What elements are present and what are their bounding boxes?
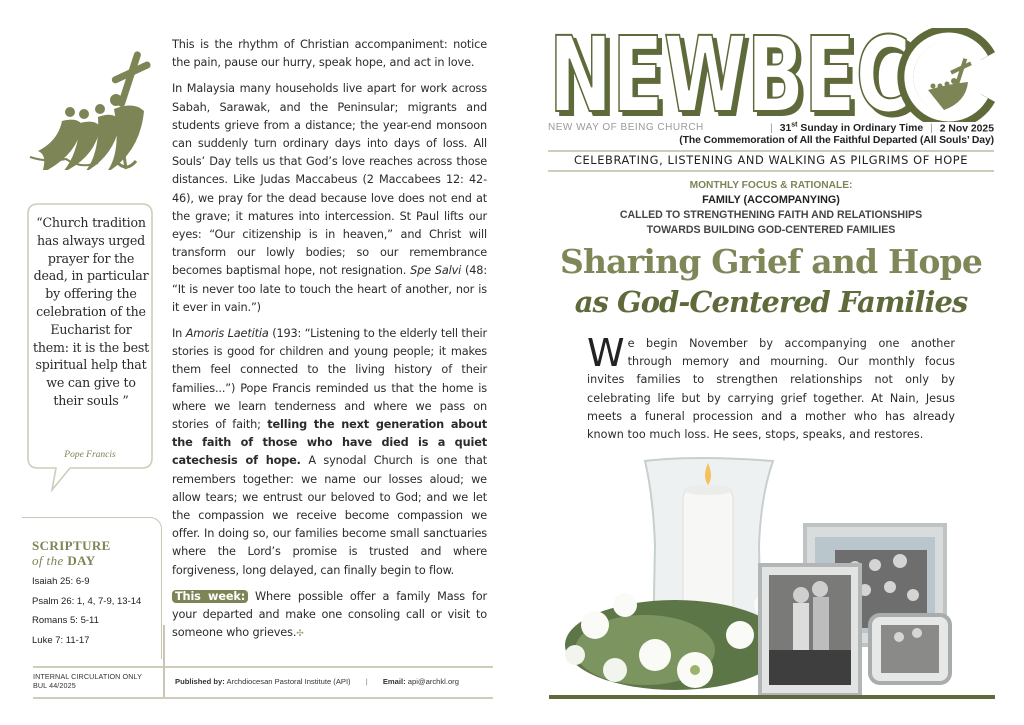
- tagline: NEW WAY OF BEING CHURCH: [548, 122, 704, 133]
- quote-callout: [26, 202, 154, 492]
- reading-item: Psalm 26: 1, 4, 7-9, 13-14: [32, 595, 142, 607]
- separator: |: [930, 123, 933, 135]
- scripture-of-the-day: [22, 517, 162, 659]
- footer-divider-top: [33, 666, 493, 668]
- email-link[interactable]: api@archkl.org: [407, 677, 459, 686]
- article-text: In: [172, 327, 183, 341]
- sunday-text: Sunday in Ordinary Time: [800, 123, 924, 135]
- focus-label: MONTHLY FOCUS & RATIONALE:: [689, 180, 853, 191]
- monthly-focus: [548, 178, 994, 238]
- c-emblem-icon: [905, 33, 988, 121]
- focus-family: FAMILY (ACCOMPANYING): [702, 194, 840, 206]
- intro-text: e begin November by accompanying one another through memory and mourning. Our monthly focus invites families to strengthen relationships not only by celebrating life but by carrying grief together. At Nain, Jesus meets a funeral procession and a mother who has already known too much loss. He sees, stops, speaks, and restores.: [587, 337, 955, 442]
- footer-divider-bottom: [33, 697, 493, 699]
- headline: Sharing Grief and Hope: [559, 242, 983, 281]
- scripture-title-of-the: of the: [32, 553, 64, 568]
- newbec-masthead-logo: [548, 28, 998, 122]
- quote-text: “Church tradition has always urged prayer for the dead, in particular by offering the celebration of the Eucharist for them: it is the best spiritual help that we can give to their souls ”: [32, 215, 150, 408]
- article-body: [172, 36, 487, 652]
- article-paragraph: This is the rhythm of Christian accompaniment: notice the pain, pause our hurry, speak hope, and act in love.: [172, 38, 487, 70]
- candle-flowers-photo-frames-image: [555, 455, 995, 705]
- boat-with-cross-logo-icon: [18, 45, 158, 170]
- article-paragraph: [172, 325, 487, 580]
- this-week-paragraph: [172, 588, 487, 644]
- document-title: Spe Salvi: [410, 264, 462, 278]
- end-mark-icon: ✣: [296, 629, 304, 640]
- publisher-info: [175, 677, 495, 686]
- scripture-title-line1: SCRIPTURE: [32, 538, 111, 553]
- commemoration: (The Commemoration of All the Faithful Departed (All Souls’ Day): [679, 135, 994, 146]
- reading-item: Luke 7: 11-17: [32, 634, 90, 646]
- photo-frame-children: [870, 615, 950, 683]
- divider: [548, 150, 994, 152]
- headline-subtitle: as God-Centered Families: [574, 285, 968, 319]
- scripture-readings: [32, 576, 141, 654]
- scripture-title-day: DAY: [67, 553, 96, 568]
- column-divider: [163, 625, 165, 698]
- intro-paragraph: [587, 331, 955, 444]
- footer-separator: |: [365, 677, 368, 686]
- issue-info-row: [740, 122, 994, 134]
- sunday-label: [780, 123, 923, 134]
- reading-item: Isaiah 25: 6-9: [32, 576, 90, 587]
- drop-cap: W: [587, 331, 625, 375]
- issue-date: 2 Nov 2025: [939, 123, 994, 135]
- article-paragraph: [172, 80, 487, 317]
- sunday-ordinal: st: [791, 122, 798, 129]
- separator: |: [770, 123, 773, 135]
- article-text: In Malaysia many households live apart for work across Sabah, Sarawak, and the Peninsular; migrants and students grieve from a distance; the year-end monsoon can suddenly turn ordinary days into days of loss. All Souls’ Day tells us that God’s love reaches across those distances. Like Judas Maccabeus (2 Maccabees 12: 42-46), we pray for the dead because love does not end at the grave; it matures into intercession. St Paul lifts our eyes: “Our citizenship is in heaven,” and Christ will transform our lowly bodies; so our remembrance becomes baptismal hope, not resignation.: [172, 82, 487, 278]
- article-text: (48: “It is never too late to touch the heart of another, nor is it ever in vain.”): [172, 264, 487, 314]
- circulation-text: INTERNAL CIRCULATION ONLY: [33, 672, 142, 681]
- circulation-note: [33, 672, 163, 690]
- sunday-number: 31: [779, 123, 792, 135]
- email-label: Email:: [382, 677, 406, 686]
- divider: [548, 170, 994, 172]
- focus-line: TOWARDS BUILDING GOD-CENTERED FAMILIES: [646, 224, 896, 236]
- article-text: (193: “Listening to the elderly tell their stories is good for children and young people; it makes them feel connected to the living history of their families...”) Pope Francis reminded us that the home is where we learn tenderness and where we pass on stories of faith;: [172, 327, 487, 432]
- published-label: Published by:: [175, 677, 225, 686]
- quote-author: Pope Francis: [64, 450, 116, 460]
- photo-frame-couple: [760, 565, 860, 695]
- published-value: Archdiocesan Pastoral Institute (API): [226, 677, 351, 686]
- article-emphasis: telling the next generation about the faith of those who have died is a quiet catechesis of hope.: [172, 418, 487, 468]
- focus-line: CALLED TO STRENGTHENING FAITH AND RELATIONSHIPS: [619, 209, 923, 221]
- document-title: Amoris Laetitia: [185, 327, 269, 341]
- this-week-badge: This week:: [172, 590, 248, 603]
- bulletin-number: BUL 44/2025: [33, 681, 76, 690]
- article-text: A synodal Church is one that remembers together: we name our losses aloud; we allow tears; we entrust our beloved to God; and we let the compassion we receive become compassion we offer. In doing so, our families become small sanctuaries where the Lord’s promise is trusted and where forgiveness, long delayed, can finally begin to flow.: [172, 454, 487, 577]
- reading-item: Romans 5: 5-11: [32, 615, 99, 626]
- this-week-text: Where possible offer a family Mass for your departed and make one consoling call or visit to someone who grieves.: [172, 589, 487, 640]
- scripture-title: [32, 538, 111, 568]
- masthead-title: NEWBEC: [549, 28, 911, 122]
- photo-base-rule: [549, 695, 995, 699]
- theme-banner: CELEBRATING, LISTENING AND WALKING AS PILGRIMS OF HOPE: [573, 153, 969, 167]
